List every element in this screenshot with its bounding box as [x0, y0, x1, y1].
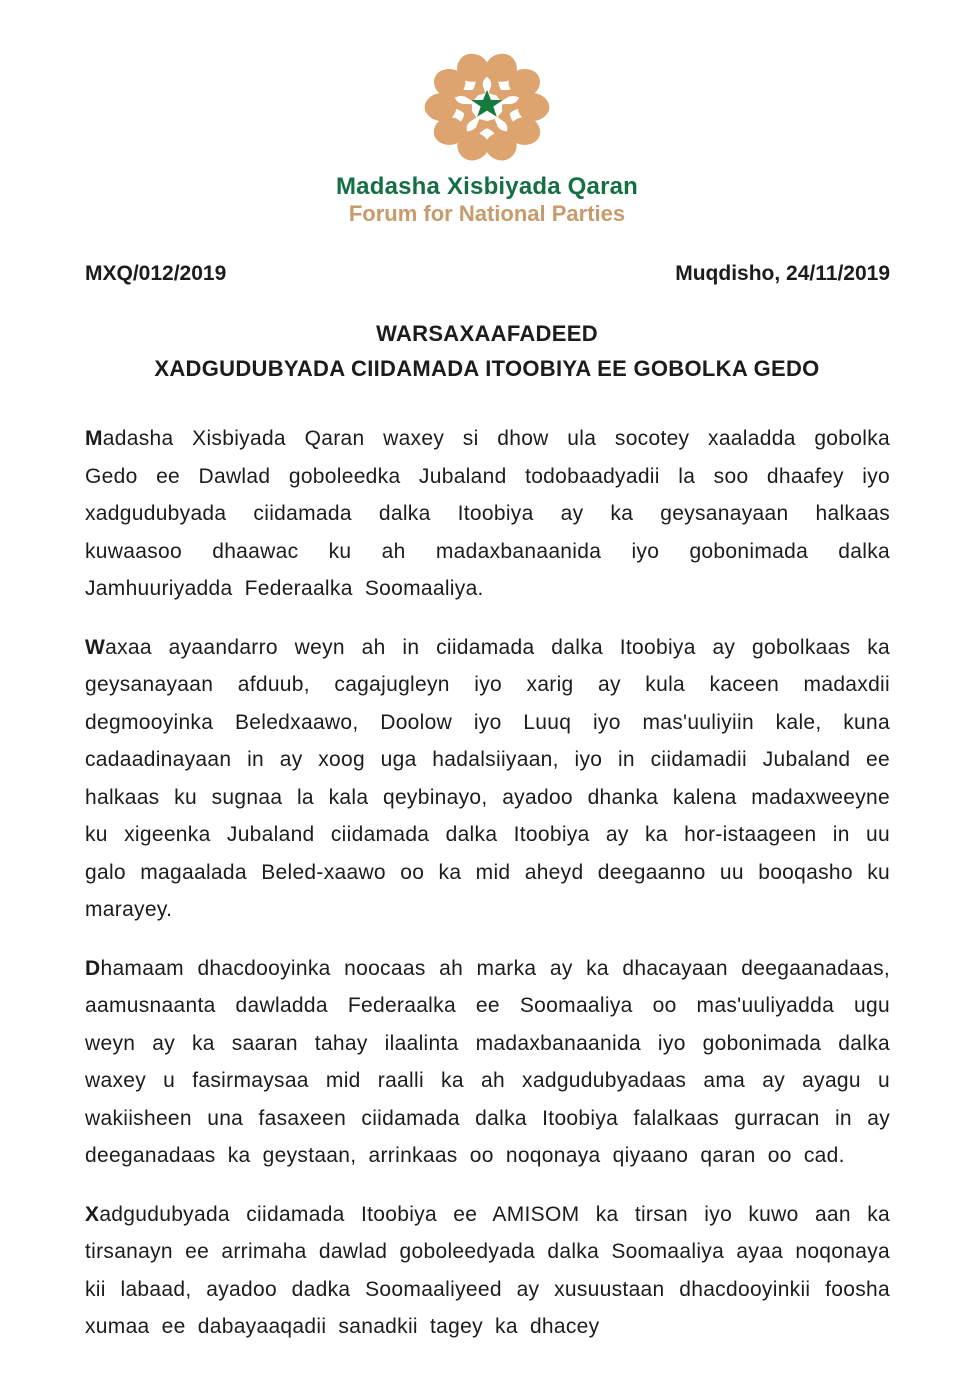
reference-row	[85, 262, 890, 286]
paragraph-3: Dhamaam dhacdooyinka noocaas ah marka ay ka dhacayaan deegaanadaas, aamusnaanta dawladda Federaalka ee Soomaaliya oo mas'uuliyadda ugu weyn ay ka saaran tahay ilaalinta madaxbanaanida iyo gobonimada dalka waxey u fasirmaysaa mid raalli ka ah xadgudubyadaas ama ay ayagu u wakiisheen una fasaxeen ciidamada dalka Itoobiya falalkaas gurracan in ay deeganadaas ka geystaan, arrinkaas oo noqonaya qiyaano qaran oo cad.	[85, 956, 890, 1167]
document-title	[0, 316, 974, 386]
org-name-somali: Madasha Xisbiyada Qaran	[335, 173, 639, 200]
place-date: Muqdisho, 24/11/2019	[675, 262, 890, 285]
document-body	[85, 420, 890, 1346]
title-line-2: XADGUDUBYADA CIIDAMADA ITOOBIYA EE GOBOLKA GEDO	[154, 356, 820, 381]
title-line-1: WARSAXAAFADEED	[376, 321, 598, 346]
paragraph-1: Madasha Xisbiyada Qaran waxey si dhow ula socotey xaaladda gobolka Gedo ee Dawlad goboleedka Jubaland todobaadyadii la soo dhaafey iyo xadgudubyada ciidamada dalka Itoobiya ay ka geysanayaan halkaas kuwaasoo dhaawac ku ah madaxbanaanida iyo gobonimada dalka Jamhuuriyadda Federaalka Soomaaliya.	[85, 427, 890, 600]
letterhead	[0, 0, 974, 226]
reference-number: MXQ/012/2019	[85, 262, 227, 285]
paragraph-4: Xadgudubyada ciidamada Itoobiya ee AMISOM ka tirsan iyo kuwo aan ka tirsanayn ee arrimaha dawlad goboleedyada dalka Soomaaliya ayaa noqonaya kii labaad, ayadoo dadka Soomaaliyeed ay xusuustaan dhacdooyinkii foosha xumaa ee dabayaaqadii sanadkii tagey ka dhacey	[85, 1202, 890, 1338]
paragraph-2: Waxaa ayaandarro weyn ah in ciidamada dalka Itoobiya ay gobolkaas ka geysanayaan afduub, cagajugleyn iyo xarig ay kula kaceen madaxdii degmooyinka Beledxaawo, Doolow iyo Luuq iyo mas'uuliyiin kale, kuna cadaadinayaan in ay xoog uga hadalsiiyaan, iyo in ciidamadii Jubaland ee halkaas ku sugnaa la kala qeybinayo, ayadoo dhanka kalena madaxweeyne ku xigeenka Jubaland ciidamada dalka Itoobiya ay ka hor-istaageen in uu galo magaalada Beled-xaawo oo ka mid aheyd deegaanno uu booqasho ku marayey.	[85, 635, 890, 921]
org-name-english: Forum for National Parties	[348, 201, 626, 226]
org-flower-star-logo-icon	[423, 50, 551, 164]
